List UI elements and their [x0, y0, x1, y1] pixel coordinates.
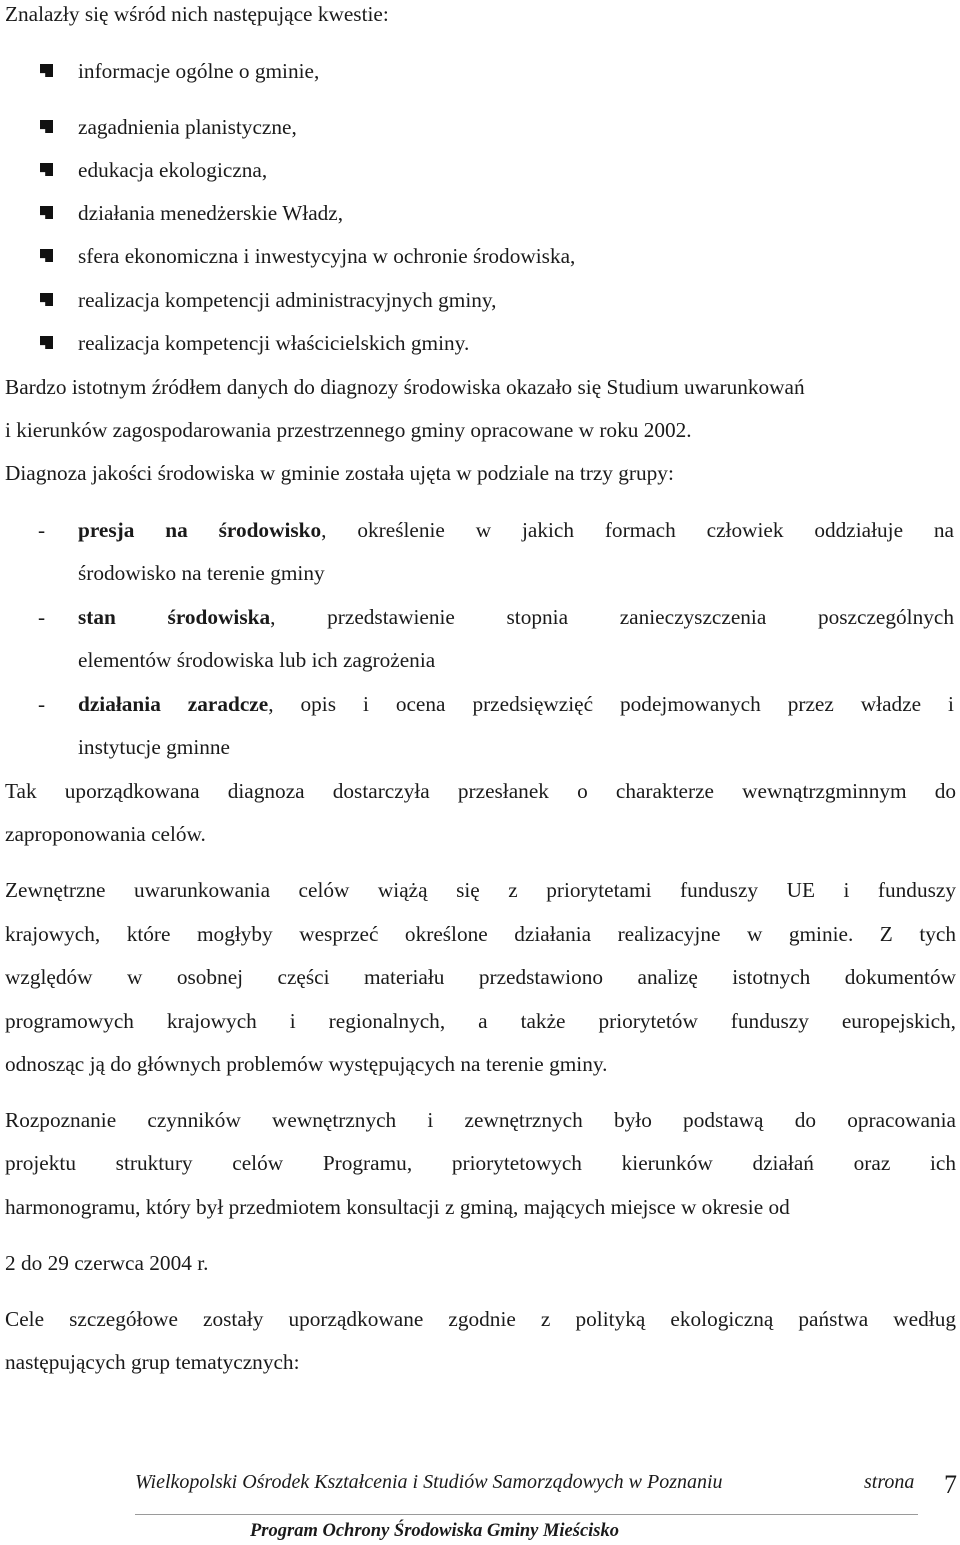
- group-description: , określenie w jakich formach człowiek oddziałuje na: [321, 518, 955, 542]
- paragraph-line: harmonogramu, który był przedmiotem konsultacji z gminą, mających miejsce w okresie od: [5, 1195, 790, 1219]
- square-bullet-icon: [40, 336, 53, 349]
- list-item: [0, 113, 960, 141]
- footer-institution: Wielkopolski Ośrodek Kształcenia i Studiów Samorządowych w Poznaniu: [135, 1471, 723, 1493]
- footer-page-number: 7: [944, 1470, 957, 1499]
- list-item-text: realizacja kompetencji właścicielskich gminy.: [78, 331, 470, 355]
- dash-marker: -: [38, 692, 46, 716]
- list-item-text: sfera ekonomiczna i inwestycyjna w ochronie środowiska,: [78, 244, 576, 268]
- paragraph-line: programowych krajowych i regionalnych, a także priorytetów funduszy europejskich,: [5, 1009, 956, 1033]
- square-bullet-icon: [40, 206, 53, 219]
- footer-program-title: Program Ochrony Środowiska Gminy Mieścisko: [250, 1521, 620, 1541]
- footer-page-label: strona: [864, 1471, 915, 1493]
- square-bullet-icon: [40, 293, 53, 306]
- list-item: [78, 516, 954, 544]
- list-item-text: zagadnienia planistyczne,: [78, 115, 297, 139]
- list-item: [78, 690, 954, 718]
- group-description: , przedstawienie stopnia zanieczyszczenia poszczególnych: [270, 605, 954, 629]
- paragraph-line: 2 do 29 czerwca 2004 r.: [5, 1251, 209, 1275]
- square-bullet-icon: [40, 64, 53, 77]
- paragraph-line: Cele szczegółowe zostały uporządkowane zgodnie z polityką ekologiczną państwa według: [5, 1307, 956, 1331]
- list-item-text: informacje ogólne o gminie,: [78, 59, 320, 83]
- list-item: [0, 242, 960, 270]
- list-item-continuation: elementów środowiska lub ich zagrożenia: [78, 648, 436, 672]
- paragraph-line: względów w osobnej części materiału przedstawiono analizę istotnych dokumentów: [5, 965, 956, 989]
- diagnoza-intro: Diagnoza jakości środowiska w gminie została ujęta w podziale na trzy grupy:: [5, 461, 674, 485]
- paragraph-line: następujących grup tematycznych:: [5, 1350, 300, 1374]
- footer-divider: [135, 1514, 918, 1515]
- intro-text: Znalazły się wśród nich następujące kwestie:: [5, 2, 389, 26]
- group-description: , opis i ocena przedsięwzięć podejmowanych przez władze i: [268, 692, 954, 716]
- paragraph-line: i kierunków zagospodarowania przestrzennego gminy opracowane w roku 2002.: [5, 418, 692, 442]
- paragraph-line: Rozpoznanie czynników wewnętrznych i zewnętrznych było podstawą do opracowania: [5, 1108, 956, 1132]
- dash-marker: -: [38, 518, 46, 542]
- list-item: [0, 199, 960, 227]
- group-term: presja na środowisko: [78, 518, 322, 542]
- dash-marker: -: [38, 605, 46, 629]
- square-bullet-icon: [40, 163, 53, 176]
- paragraph-line: Bardzo istotnym źródłem danych do diagnozy środowiska okazało się Studium uwarunkowań: [5, 375, 805, 399]
- group-term: działania zaradcze: [78, 692, 269, 716]
- list-item-continuation: instytucje gminne: [78, 735, 231, 759]
- list-item: [0, 329, 960, 357]
- list-item-text: realizacja kompetencji administracyjnych gminy,: [78, 288, 497, 312]
- paragraph-line: zaproponowania celów.: [5, 822, 206, 846]
- list-item: [0, 286, 960, 314]
- list-item-text: działania menedżerskie Władz,: [78, 201, 344, 225]
- paragraph-line: krajowych, które mogłyby wesprzeć określone działania realizacyjne w gminie. Z tych: [5, 922, 956, 946]
- list-item-text: edukacja ekologiczna,: [78, 158, 268, 182]
- list-item-continuation: środowisko na terenie gminy: [78, 561, 325, 585]
- paragraph-line: projektu struktury celów Programu, priorytetowych kierunków działań oraz ich: [5, 1151, 956, 1175]
- square-bullet-icon: [40, 120, 53, 133]
- list-item: [78, 603, 954, 631]
- paragraph-line: Zewnętrzne uwarunkowania celów wiążą się z priorytetami funduszy UE i funduszy: [5, 878, 956, 902]
- list-item: [0, 57, 960, 85]
- paragraph-line: odnosząc ją do głównych problemów występujących na terenie gminy.: [5, 1052, 608, 1076]
- list-item: [0, 156, 960, 184]
- paragraph-line: Tak uporządkowana diagnoza dostarczyła przesłanek o charakterze wewnątrzgminnym do: [5, 779, 956, 803]
- square-bullet-icon: [40, 249, 53, 262]
- group-term: stan środowiska: [78, 605, 271, 629]
